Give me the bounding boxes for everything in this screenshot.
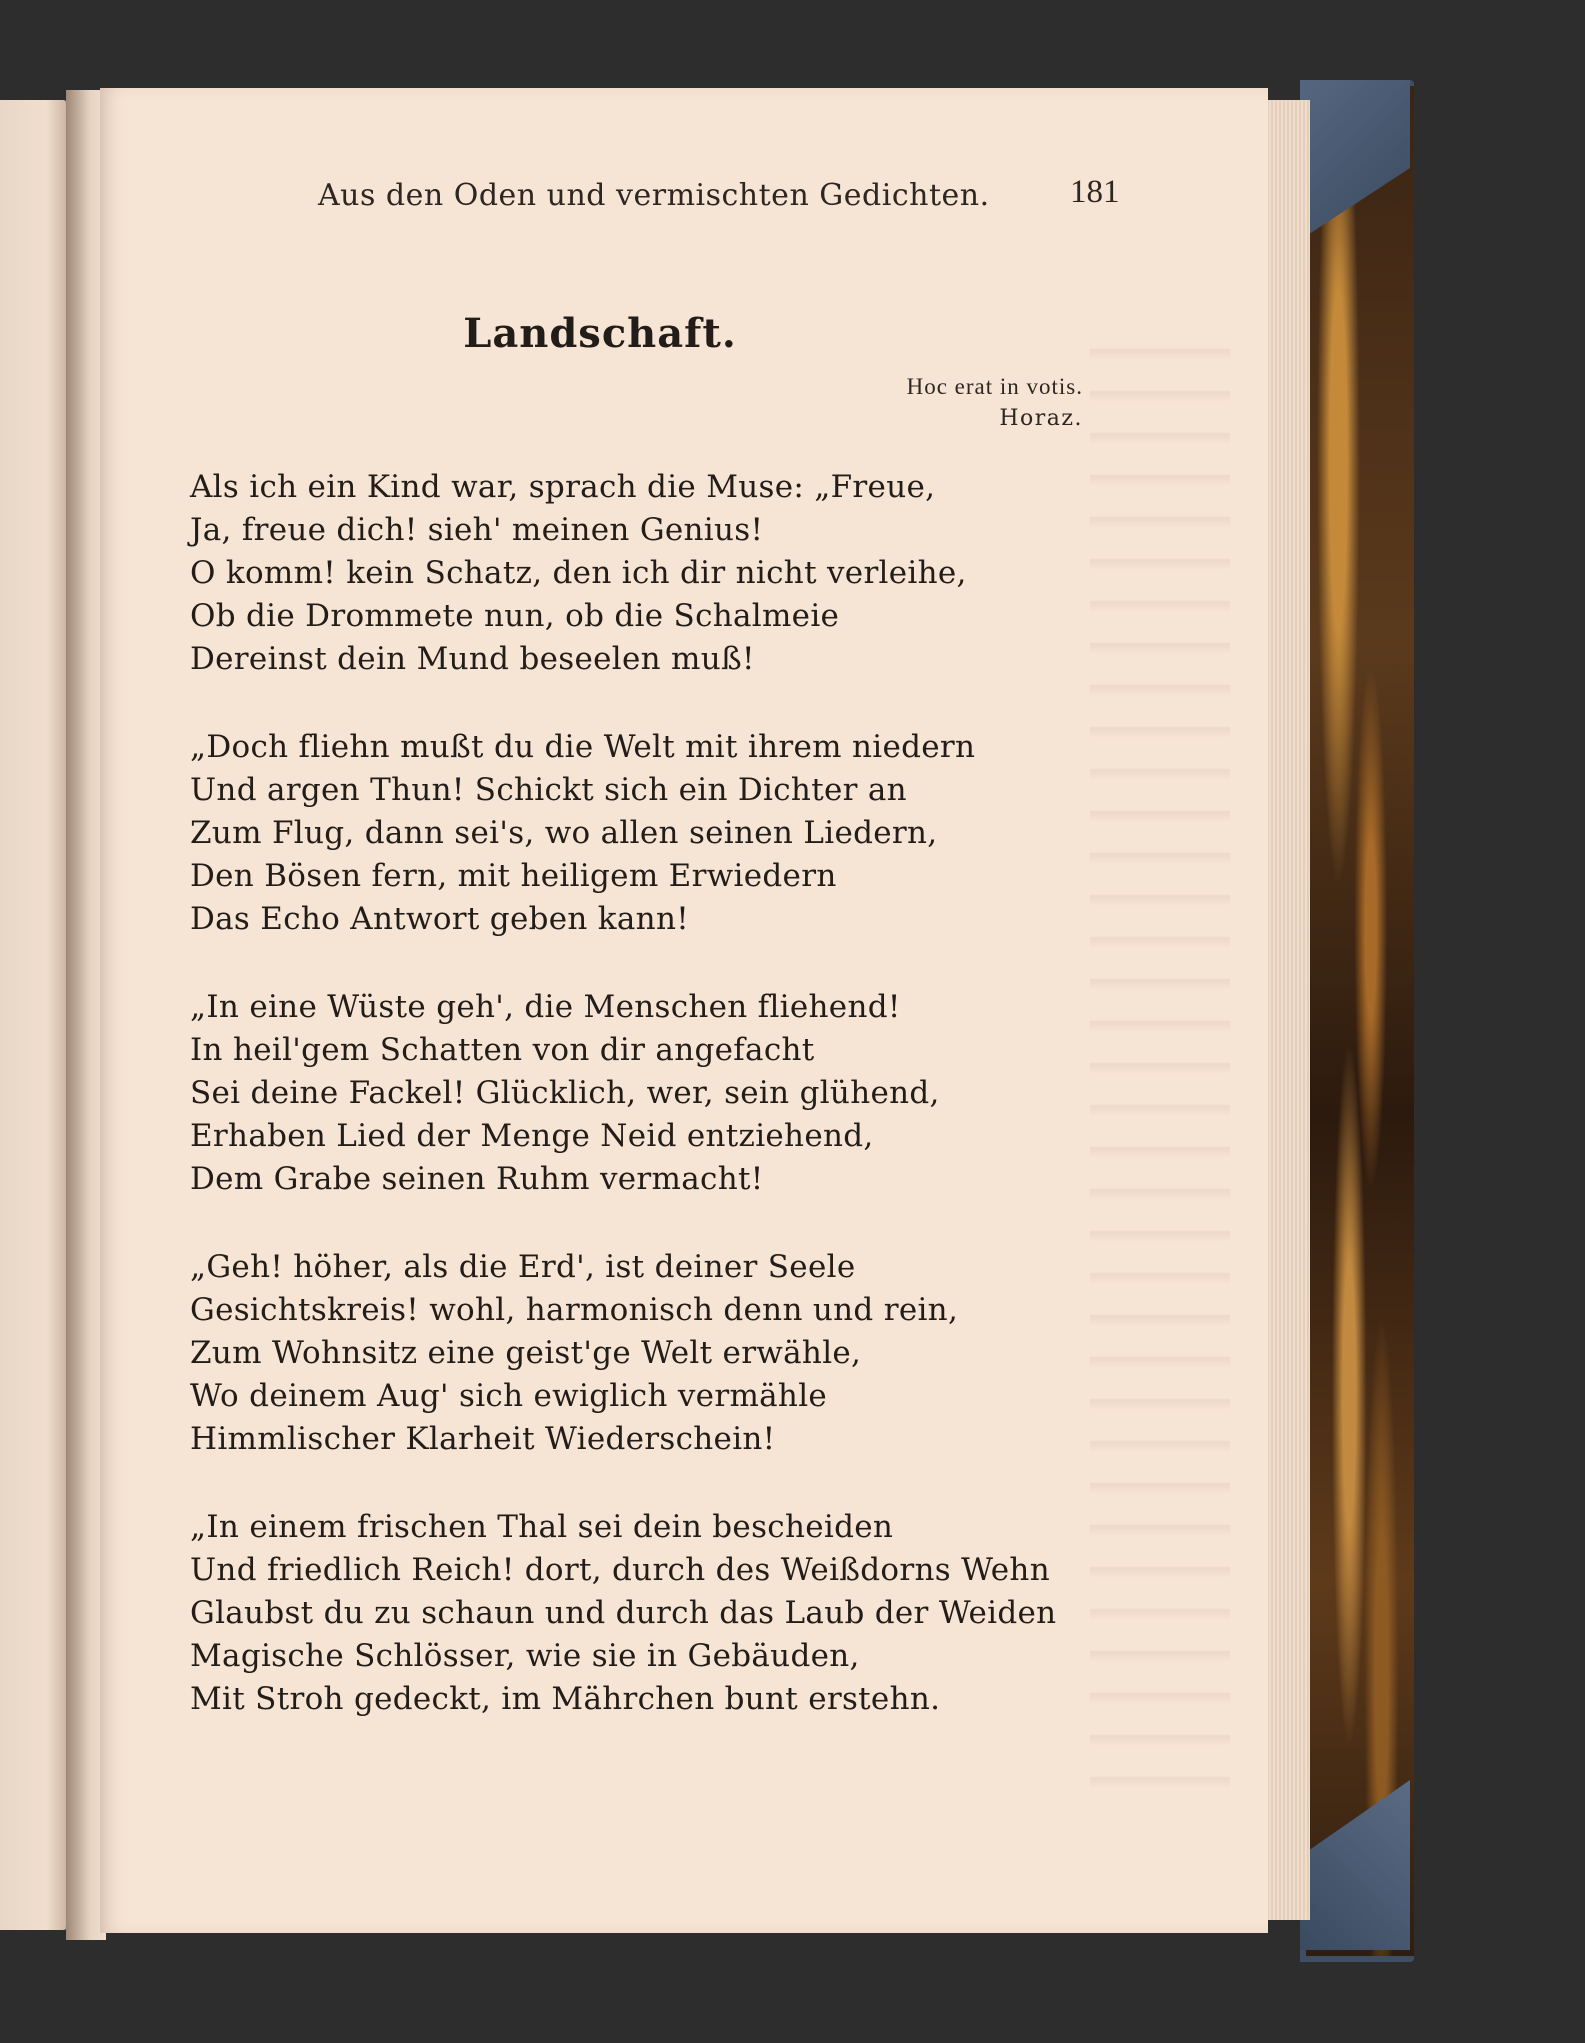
verse-line: Dereinst dein Mund beseelen muß! [190,641,755,677]
verse-line: Zum Wohnsitz eine geist'ge Welt erwähle, [190,1335,862,1371]
page-number: 181 [1070,174,1120,210]
verse-line: Und argen Thun! Schickt sich ein Dichter an [190,772,907,808]
stanza [190,1246,1190,1461]
book-cover [1300,80,1414,1962]
stanza [190,1506,1190,1721]
verse-line: Ob die Drommete nun, ob die Schalmeie [190,598,840,634]
verse-line: Das Echo Antwort geben kann! [190,901,689,937]
verse-line: Zum Flug, dann sei's, wo allen seinen Liedern, [190,815,938,851]
stanza [190,986,1190,1201]
stanza [190,726,1190,941]
verse-line: Erhaben Lied der Menge Neid entziehend, [190,1118,874,1154]
page-edges [1265,100,1310,1920]
verse-line: Dem Grabe seinen Ruhm vermacht! [190,1161,764,1197]
running-head: Aus den Oden und vermischten Gedichten. [318,178,990,213]
verse-line: Sei deine Fackel! Glücklich, wer, sein glühend, [190,1075,940,1111]
epigraph-quote: Hoc erat in votis. [906,374,1083,399]
verse-line: Als ich ein Kind war, sprach die Muse: „Freue, [190,469,936,505]
verse-line: Mit Stroh gedeckt, im Mährchen bunt erstehn. [190,1681,941,1717]
verse-line: Wo deinem Aug' sich ewiglich vermähle [190,1378,828,1414]
verse-line: Gesichtskreis! wohl, harmonisch denn und rein, [190,1292,959,1328]
verse-line: „Doch fliehn mußt du die Welt mit ihrem niedern [190,729,976,765]
epigraph [907,374,1083,431]
poem-title: Landschaft. [463,310,737,357]
verse-line: Himmlischer Klarheit Wiederschein! [190,1421,776,1457]
page-header [100,172,1268,222]
verse-line: Den Bösen fern, mit heiligem Erwiedern [190,858,837,894]
verse-line: Glaubst du zu schaun und durch das Laub der Weiden [190,1595,1057,1631]
verse-line: In heil'gem Schatten von dir angefacht [190,1032,815,1068]
verse-line: „In einem frischen Thal sei dein bescheiden [190,1509,894,1545]
stanza [190,466,1190,681]
epigraph-author: Horaz. [999,406,1083,431]
left-page-edge [0,100,69,1930]
verse-line: O komm! kein Schatz, den ich dir nicht verleihe, [190,555,967,591]
verse-line: Und friedlich Reich! dort, durch des Weißdorns Wehn [190,1552,1050,1588]
verse-line: „In eine Wüste geh', die Menschen fliehend! [190,989,901,1025]
book-page [100,88,1268,1933]
verse-line: „Geh! höher, als die Erd', ist deiner Seele [190,1249,856,1285]
verse-line: Ja, freue dich! sieh' meinen Genius! [190,512,764,548]
poem-body [190,466,1190,1766]
verse-line: Magische Schlösser, wie sie in Gebäuden, [190,1638,860,1674]
